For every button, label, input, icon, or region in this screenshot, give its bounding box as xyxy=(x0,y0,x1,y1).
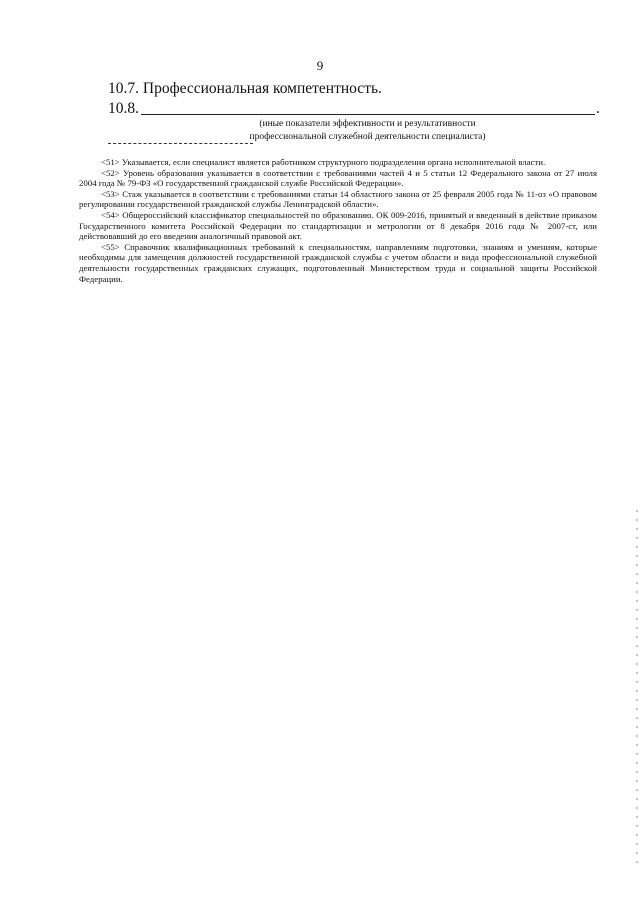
section-heading-10-7: 10.7. Профессиональная компетентность. xyxy=(108,80,382,97)
scan-margin-marks xyxy=(636,510,638,870)
page-number: 9 xyxy=(316,58,324,73)
footnote-separator xyxy=(108,143,253,144)
caption-line: профессиональной служебной деятельности специалиста) xyxy=(249,131,486,142)
fill-line-caption xyxy=(140,118,595,143)
footnote-52: <52> Уровень образования указывается в соответствии с требованиями частей 4 и 5 статьи 12 Федерального закона от 27 июля 2004 года № 79-ФЗ «О государственной гражданской службе Российской Федерации». xyxy=(79,167,597,189)
blank-fill-line xyxy=(141,114,595,115)
footnote-55: <55> Справочник квалификационных требований к специальностям, направлениям подготовки, знаниям и умениям, которые необходимы для замещения должностей государственной гражданской службы с учетом области и вида профессиональной служебной деятельности государственных гражданских служащих, подготовленный Министерством труда и социальной защиты Российской Федерации. xyxy=(79,241,597,284)
footnote-54: <54> Общероссийский классификатор специальностей по образованию. ОК 009-2016, принятый и введенный в действие приказом Государственного комитета Российской Федерации по стандартизации и метрологии от 8 декабря 2016 года № 2007-ст, или действовавший до его введения аналогичный правовой акт. xyxy=(79,209,597,242)
footnote-53: <53> Стаж указывается в соответствии с требованиями статьи 14 областного закона от 25 февраля 2005 года № 11-оз «О правовом регулировании государственной гражданской службы Ленинградской области». xyxy=(79,188,597,210)
footnotes xyxy=(79,157,597,284)
fill-line-period: . xyxy=(596,100,600,117)
caption-line: (иные показатели эффективности и результативности xyxy=(259,119,476,129)
footnote-51: <51> Указывается, если специалист является работником структурного подразделения органа исполнительной власти. xyxy=(101,157,546,167)
section-heading-10-8: 10.8. xyxy=(108,100,139,117)
